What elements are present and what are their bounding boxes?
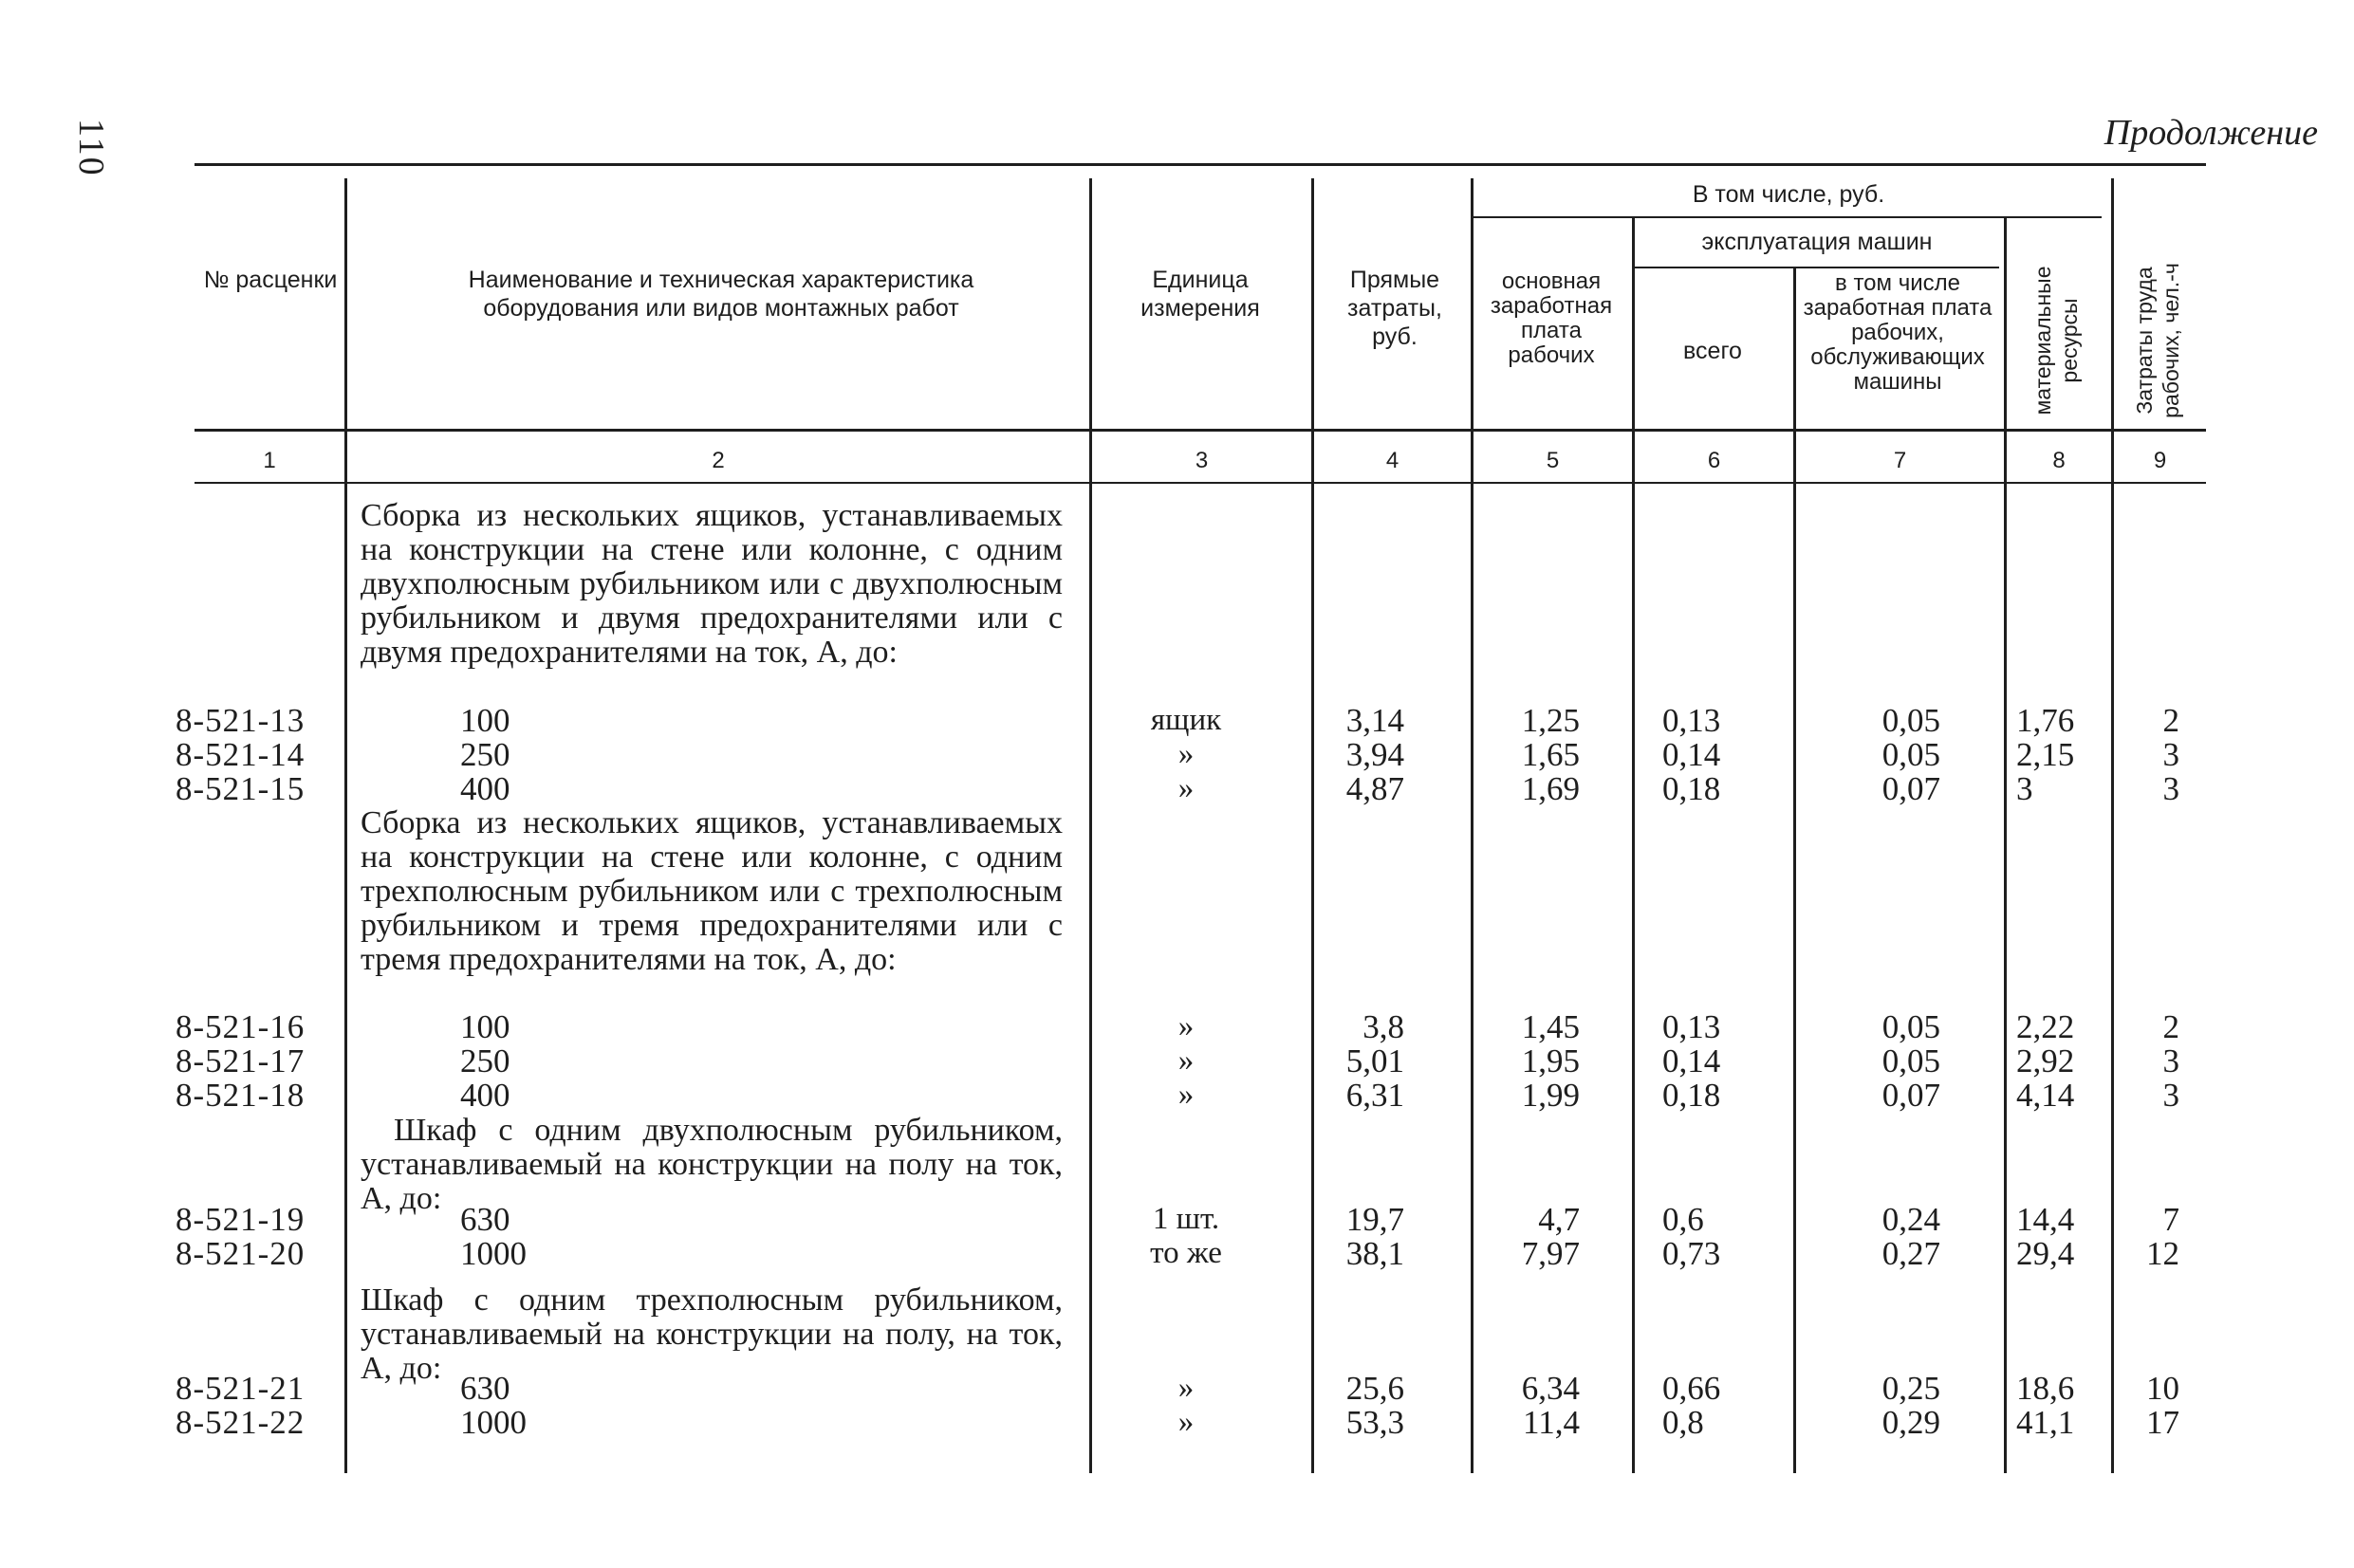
rate-code: 8-521-17 [176,1042,306,1079]
header-rate-no: № расценки [203,267,338,293]
direct-costs-cell: 19,7 [1345,1201,1404,1238]
materials-cell: 2,15 [2016,736,2075,773]
header-machine-total: всего [1683,338,1742,364]
materials-cell: 41,1 [2016,1404,2075,1441]
column-number: 3 [1195,448,1209,473]
direct-costs-cell: 5,01 [1345,1042,1404,1079]
page-number: 110 [71,119,111,177]
labor-cell: 2 [2162,1008,2179,1045]
direct-costs-cell: 4,87 [1345,770,1404,807]
materials-cell: 18,6 [2016,1370,2075,1407]
machine-total-cell: 0,8 [1662,1404,1704,1441]
labor-cell: 12 [2146,1235,2179,1272]
header-direct-costs: Прямые затраты, руб. [1347,267,1442,350]
machine-wage-cell: 0,07 [1881,1077,1940,1114]
group-description: Сборка из нескольких ящиков, устанавливаемых на конструкции на стене или колонне, с одним двухполюсным рубильником или с двухполюсным рубильником и двумя предохранителями или с двумя предохранителями на ток, А, до: [361,498,1063,670]
labor-cell: 3 [2162,1042,2179,1079]
rate-code: 8-521-16 [176,1008,306,1045]
machine-total-cell: 0,18 [1662,770,1721,807]
machine-total-cell: 0,14 [1662,1042,1721,1079]
direct-costs-cell: 38,1 [1345,1235,1404,1272]
column-number: 1 [263,448,276,473]
current-value: 100 [460,702,510,739]
direct-costs-cell: 3,94 [1345,736,1404,773]
group-description: Шкаф с одним трехполюсным рубильником, устанавливаемый на конструкции на полу, на ток, А, до: [361,1282,1063,1386]
labor-cell: 3 [2162,770,2179,807]
base-wage-cell: 1,65 [1521,736,1580,773]
rate-code: 8-521-18 [176,1077,306,1114]
current-value: 250 [460,736,510,773]
header-machine-wage: в том числе заработная плата рабочих, обслуживающих машины [1803,270,1993,395]
column-number: 4 [1385,448,1399,473]
continued-label: Продолжение [2104,113,2318,153]
direct-costs-cell: 3,8 [1362,1008,1404,1045]
base-wage-cell: 1,95 [1521,1042,1580,1079]
direct-costs-cell: 3,14 [1345,702,1404,739]
current-value: 630 [460,1370,510,1407]
base-wage-cell: 1,99 [1521,1077,1580,1114]
base-wage-cell: 6,34 [1521,1370,1580,1407]
header-materials: материальные ресурсы [2030,266,2082,415]
header-name: Наименование и техническая характеристика оборудования или видов монтажных работ [468,267,974,322]
machine-wage-cell: 0,05 [1881,736,1940,773]
machine-wage-cell: 0,27 [1881,1235,1940,1272]
rate-code: 8-521-15 [176,770,306,807]
header-labor: Затраты труда рабочих, чел.-ч [2132,263,2183,418]
direct-costs-cell: 25,6 [1345,1370,1404,1407]
materials-cell: 29,4 [2016,1235,2075,1272]
machine-total-cell: 0,6 [1662,1201,1704,1238]
labor-cell: 10 [2146,1370,2179,1407]
direct-costs-cell: 6,31 [1345,1077,1404,1114]
column-number: 2 [712,448,725,473]
materials-cell: 4,14 [2016,1077,2075,1114]
machine-total-cell: 0,18 [1662,1077,1721,1114]
current-value: 630 [460,1201,510,1238]
machine-total-cell: 0,13 [1662,1008,1721,1045]
column-number: 6 [1707,448,1721,473]
column-number: 5 [1546,448,1560,473]
base-wage-cell: 4,7 [1538,1201,1580,1238]
machine-wage-cell: 0,07 [1881,770,1940,807]
base-wage-cell: 11,4 [1523,1404,1580,1441]
base-wage-cell: 1,45 [1521,1008,1580,1045]
rate-code: 8-521-21 [176,1370,306,1407]
materials-cell: 2,22 [2016,1008,2075,1045]
rate-code: 8-521-19 [176,1201,306,1238]
header-base-wage: основная заработная плата рабочих [1490,268,1613,368]
header-unit: Единица измерения [1140,267,1260,322]
materials-cell: 3 [2016,770,2033,807]
labor-cell: 3 [2162,1077,2179,1114]
current-value: 100 [460,1008,510,1045]
current-value: 250 [460,1042,510,1079]
base-wage-cell: 7,97 [1521,1235,1580,1272]
header-machine-operation: эксплуатация машин [1701,229,1933,255]
labor-cell: 17 [2146,1404,2179,1441]
group-description: Шкаф с одним двухполюсным рубильником, устанавливаемый на конструкции на полу на ток, А, до: [361,1113,1063,1216]
current-value: 1000 [460,1235,527,1272]
current-value: 400 [460,770,510,807]
rate-code: 8-521-22 [176,1404,306,1441]
labor-cell: 2 [2162,702,2179,739]
base-wage-cell: 1,69 [1521,770,1580,807]
rate-code: 8-521-13 [176,702,306,739]
machine-wage-cell: 0,05 [1881,702,1940,739]
direct-costs-cell: 53,3 [1345,1404,1404,1441]
machine-total-cell: 0,14 [1662,736,1721,773]
labor-cell: 7 [2162,1201,2179,1238]
labor-cell: 3 [2162,736,2179,773]
materials-cell: 1,76 [2016,702,2075,739]
current-value: 400 [460,1077,510,1114]
machine-wage-cell: 0,29 [1881,1404,1940,1441]
column-number: 8 [2052,448,2066,473]
base-wage-cell: 1,25 [1521,702,1580,739]
current-value: 1000 [460,1404,527,1441]
machine-wage-cell: 0,25 [1881,1370,1940,1407]
materials-cell: 14,4 [2016,1201,2075,1238]
materials-cell: 2,92 [2016,1042,2075,1079]
machine-total-cell: 0,13 [1662,702,1721,739]
rate-code: 8-521-20 [176,1235,306,1272]
rate-code: 8-521-14 [176,736,306,773]
machine-wage-cell: 0,05 [1881,1042,1940,1079]
header-including: В том числе, руб. [1692,181,1885,208]
machine-wage-cell: 0,05 [1881,1008,1940,1045]
column-number: 9 [2153,448,2167,473]
machine-total-cell: 0,66 [1662,1370,1721,1407]
machine-wage-cell: 0,24 [1881,1201,1940,1238]
group-description: Сборка из нескольких ящиков, устанавливаемых на конструкции на стене или колонне, с одним трехполюсным рубильником или с трехполюсным рубильником и тремя предохранителями или с тремя предохранителями на ток, А, до: [361,805,1063,977]
column-number: 7 [1893,448,1907,473]
machine-total-cell: 0,73 [1662,1235,1721,1272]
